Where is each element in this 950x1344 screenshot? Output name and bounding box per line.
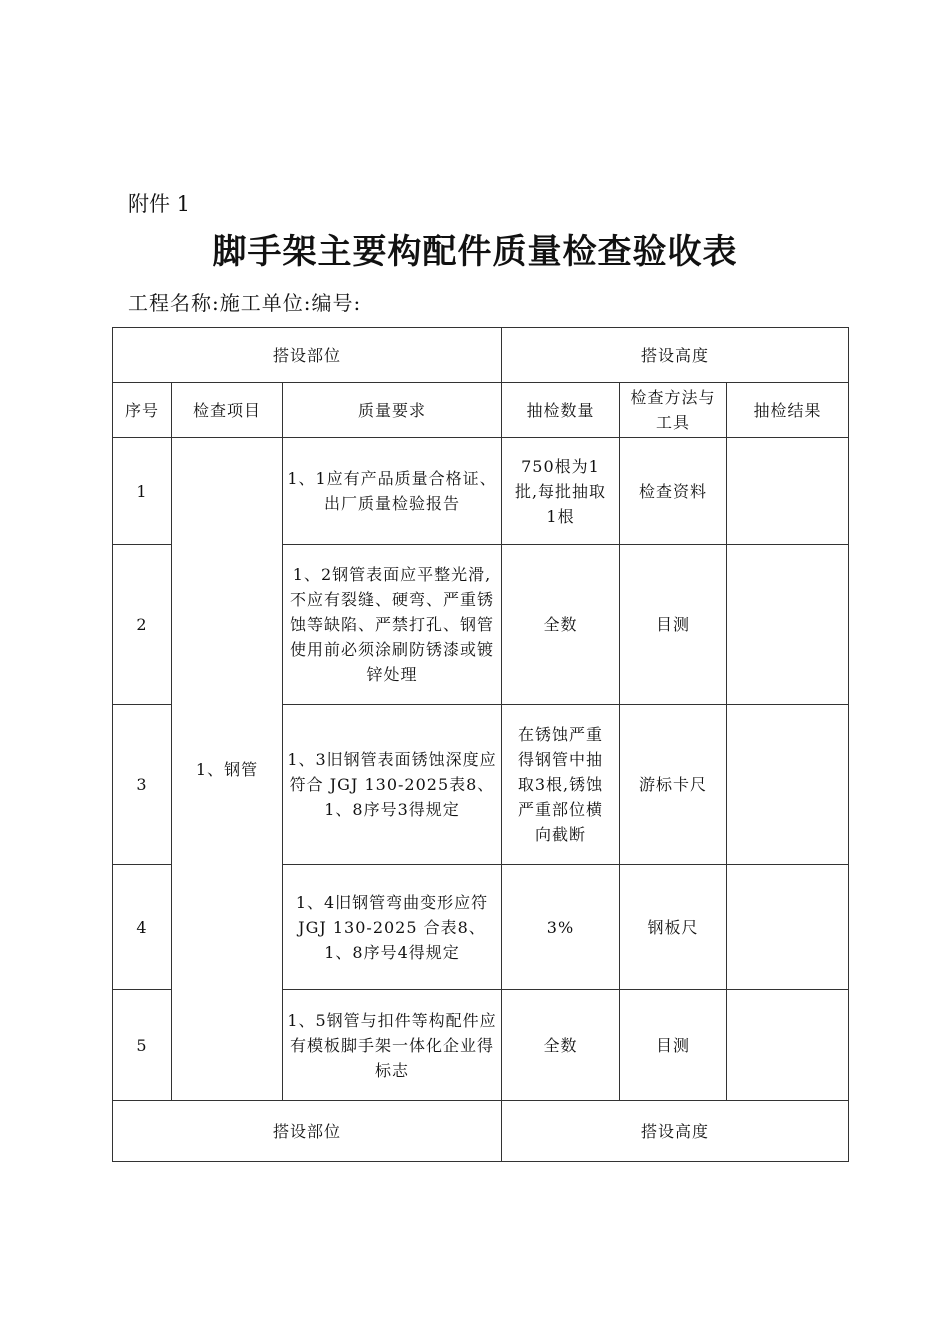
row-method: 目测 (620, 545, 727, 705)
table-top-row (113, 328, 849, 383)
row-no: 4 (113, 865, 172, 990)
project-info-line (128, 288, 361, 318)
table-header-row (113, 383, 849, 438)
row-sample: 全数 (502, 545, 620, 705)
header-result: 抽检结果 (727, 383, 849, 438)
item-name-cell: 1、钢管 (172, 438, 283, 1101)
page-title: 脚手架主要构配件质量检查验收表 (212, 232, 738, 272)
header-no: 序号 (113, 383, 172, 438)
row-result (727, 438, 849, 545)
erection-height-cell: 搭设高度 (502, 328, 849, 383)
header-method: 检查方法与工具 (620, 383, 727, 438)
erection-location-cell: 搭设部位 (113, 1101, 502, 1162)
row-result (727, 705, 849, 865)
row-no: 2 (113, 545, 172, 705)
row-no: 1 (113, 438, 172, 545)
erection-height-cell: 搭设高度 (502, 1101, 849, 1162)
attachment-label: 附件 1 (128, 192, 191, 216)
row-requirement: 1、5钢管与扣件等构配件应有模板脚手架一体化企业得标志 (283, 990, 502, 1101)
row-sample: 在锈蚀严重得钢管中抽取3根,锈蚀严重部位横向截断 (502, 705, 620, 865)
row-result (727, 990, 849, 1101)
table-row (113, 438, 849, 545)
row-no: 3 (113, 705, 172, 865)
inspection-table (112, 327, 849, 1162)
serial-number-label: 编号: (311, 291, 362, 315)
row-result (727, 865, 849, 990)
row-result (727, 545, 849, 705)
erection-location-cell: 搭设部位 (113, 328, 502, 383)
project-name-label: 工程名称: (128, 291, 220, 315)
row-requirement: 1、3旧钢管表面锈蚀深度应符合 JGJ 130-2025表8、1、8序号3得规定 (283, 705, 502, 865)
row-requirement: 1、1应有产品质量合格证、出厂质量检验报告 (283, 438, 502, 545)
header-sample: 抽检数量 (502, 383, 620, 438)
row-sample: 750根为1批,每批抽取1根 (502, 438, 620, 545)
header-item: 检查项目 (172, 383, 283, 438)
row-sample: 3% (502, 865, 620, 990)
row-requirement: 1、4旧钢管弯曲变形应符 JGJ 130-2025 合表8、1、8序号4得规定 (283, 865, 502, 990)
row-requirement: 1、2钢管表面应平整光滑,不应有裂缝、硬弯、严重锈蚀等缺陷、严禁打孔、钢管使用前必须涂刷防锈漆或镀锌处理 (283, 545, 502, 705)
row-method: 钢板尺 (620, 865, 727, 990)
row-method: 目测 (620, 990, 727, 1101)
row-method: 游标卡尺 (620, 705, 727, 865)
construction-unit-label: 施工单位: (219, 291, 312, 315)
row-no: 5 (113, 990, 172, 1101)
row-sample: 全数 (502, 990, 620, 1101)
table-bottom-row (113, 1101, 849, 1162)
header-requirement: 质量要求 (283, 383, 502, 438)
row-method: 检查资料 (620, 438, 727, 545)
